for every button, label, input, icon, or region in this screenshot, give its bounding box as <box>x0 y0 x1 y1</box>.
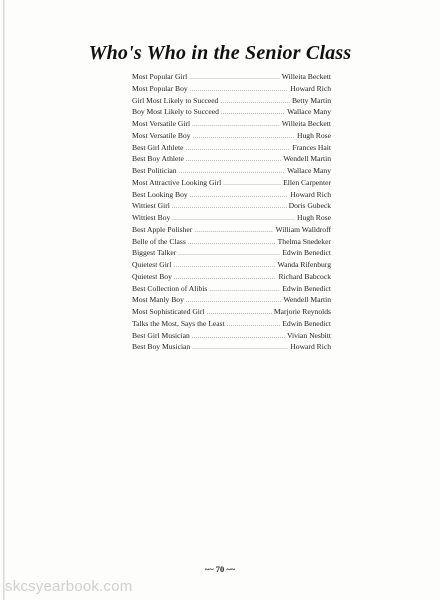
award-label: Most Manly Boy <box>132 295 184 305</box>
award-row <box>132 330 331 342</box>
dot-leader <box>227 320 281 332</box>
award-row <box>132 165 331 177</box>
award-label: Most Sophisticated Girl <box>132 307 205 316</box>
award-label: Best Girl Athlete <box>132 142 184 152</box>
award-recipient: Marjorie Reynolds <box>273 307 331 316</box>
award-label: Talks the Most, Says the Least <box>132 318 225 328</box>
award-recipient: Vivian Nesbitt <box>286 330 331 340</box>
award-row <box>132 212 331 224</box>
dot-leader <box>189 73 279 85</box>
award-label: Biggest Talker <box>132 248 177 258</box>
award-recipient: Howard Rich <box>290 189 331 199</box>
award-label: Boy Most Likely to Succeed <box>132 107 219 117</box>
award-row <box>132 259 331 271</box>
award-label: Most Attractive Looking Girl <box>132 177 222 187</box>
watermark: skcsyearbook.com <box>5 578 133 595</box>
award-recipient: Wanda Rifenburg <box>277 260 331 269</box>
dot-leader <box>221 108 285 120</box>
award-label: Wittiest Girl <box>132 201 170 211</box>
award-label: Best Collection of Alibis <box>132 283 208 293</box>
award-row <box>132 294 331 306</box>
dot-leader <box>186 155 281 167</box>
award-row <box>132 71 331 83</box>
award-recipient: Willeita Beckett <box>281 72 331 81</box>
award-recipient: Willeita Beckett <box>281 119 331 128</box>
award-row <box>132 200 331 212</box>
award-row <box>132 83 331 95</box>
award-label: Quietest Girl <box>132 260 172 269</box>
dot-leader <box>192 343 288 355</box>
award-row <box>132 130 331 142</box>
award-recipient: Wallace Many <box>287 107 331 117</box>
award-label: Best Girl Musician <box>132 330 190 340</box>
awards-list <box>132 71 331 353</box>
dot-leader <box>223 179 281 191</box>
award-label: Best Boy Athlete <box>132 154 184 164</box>
award-recipient: Betty Martin <box>291 95 331 105</box>
award-row <box>132 247 331 259</box>
dot-leader <box>192 332 285 344</box>
page-title: Who's Who in the Senior Class <box>88 42 352 64</box>
award-label: Best Politician <box>132 166 177 175</box>
award-row <box>132 341 331 353</box>
award-recipient: Edwin Benedict <box>282 318 331 328</box>
award-recipient: Doris Gubeck <box>288 201 331 211</box>
award-row <box>132 318 331 330</box>
dot-leader <box>193 132 296 144</box>
dot-leader <box>185 144 290 156</box>
award-recipient: Richard Babcock <box>278 271 331 281</box>
award-row <box>132 118 331 130</box>
award-recipient: Wendell Martin <box>283 295 331 305</box>
award-recipient: William Walldroff <box>275 224 331 234</box>
award-label: Most Popular Girl <box>132 72 188 81</box>
award-label: Girl Most Likely to Succeed <box>132 95 219 105</box>
dot-leader <box>190 191 289 203</box>
dot-leader <box>173 261 275 273</box>
award-label: Most Versatile Girl <box>132 119 191 128</box>
award-row <box>132 95 331 107</box>
award-recipient: Wendell Martin <box>283 154 331 164</box>
award-recipient: Ellen Carpenter <box>283 177 331 187</box>
award-label: Best Boy Musician <box>132 342 191 352</box>
award-label: Wittiest Boy <box>132 213 171 222</box>
award-row <box>132 271 331 283</box>
award-row <box>132 153 331 165</box>
dot-leader <box>192 120 280 132</box>
award-label: Most Versatile Boy <box>132 130 191 140</box>
award-row <box>132 224 331 236</box>
page-number: ~~ 70 ~~ <box>204 564 236 574</box>
award-recipient: Thelma Snedeker <box>277 236 331 246</box>
award-row <box>132 283 331 295</box>
dot-leader <box>188 238 276 250</box>
dot-leader <box>220 97 290 109</box>
dot-leader <box>172 202 287 214</box>
page-crease <box>3 0 5 600</box>
award-recipient: Howard Rich <box>290 342 331 352</box>
award-recipient: Frances Hait <box>292 142 331 152</box>
dot-leader <box>178 249 280 261</box>
award-recipient: Edwin Benedict <box>282 248 331 258</box>
award-row <box>132 306 331 318</box>
award-recipient: Wallace Many <box>287 166 331 175</box>
award-label: Best Looking Boy <box>132 189 188 199</box>
award-row <box>132 106 331 118</box>
award-label: Most Popular Boy <box>132 83 188 93</box>
dot-leader <box>194 226 273 238</box>
award-recipient: Hugh Rose <box>297 213 331 222</box>
award-label: Quietest Boy <box>132 271 172 281</box>
award-label: Belle of the Class <box>132 236 186 246</box>
award-row <box>132 177 331 189</box>
award-label: Best Apple Polisher <box>132 224 193 234</box>
award-recipient: Howard Rich <box>290 83 331 93</box>
award-row <box>132 142 331 154</box>
award-row <box>132 236 331 248</box>
award-recipient: Edwin Benedict <box>282 283 331 293</box>
dot-leader <box>209 285 280 297</box>
award-recipient: Hugh Rose <box>297 130 331 140</box>
award-row <box>132 189 331 201</box>
